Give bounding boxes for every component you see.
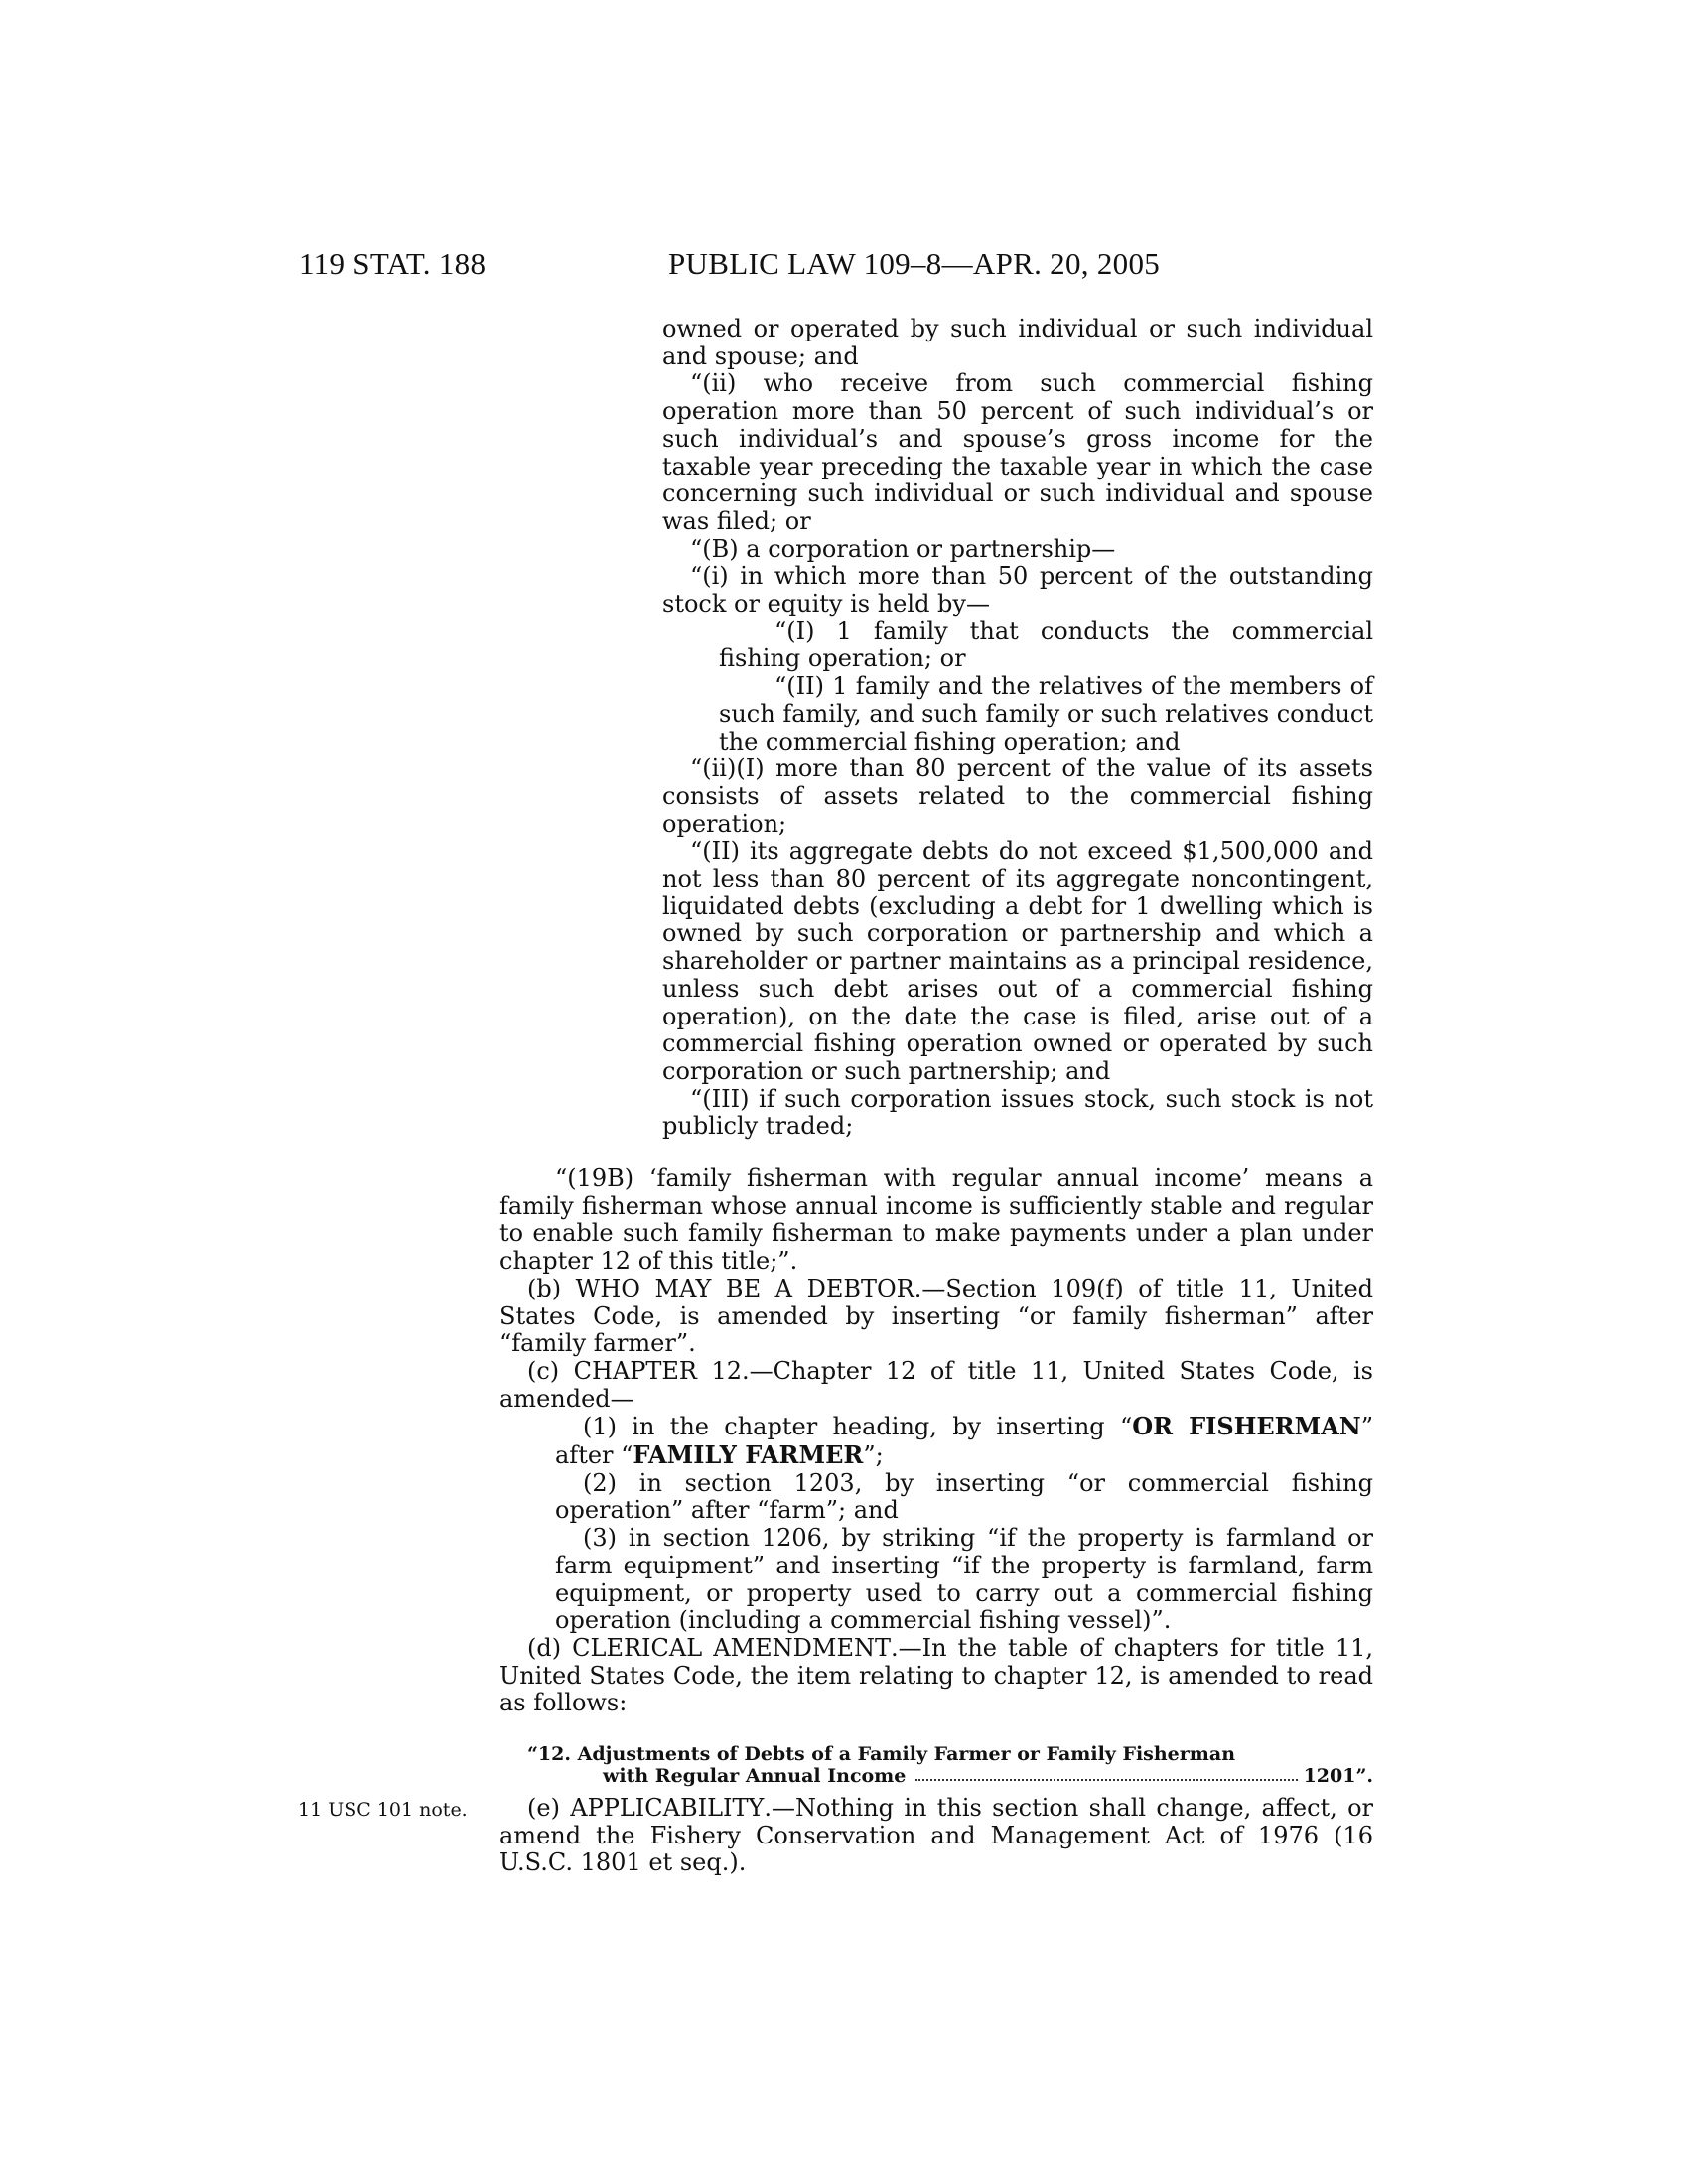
- margin-note: 11 USC 101 note.: [298, 1799, 468, 1821]
- paragraph: “(ii)(I) more than 80 percent of the value of its assets consists of assets related to the commercial fishing operation;: [662, 754, 1373, 838]
- paragraph-lead: (c) C: [527, 1356, 592, 1385]
- paragraph-lead: (b) W: [527, 1274, 601, 1302]
- toc-line-2-text: with Regular Annual Income: [603, 1765, 907, 1787]
- paragraph: [499, 1795, 1373, 1877]
- section-heading: HAPTER: [591, 1356, 697, 1385]
- paragraph-text: .—Nothing in this section shall change, affect, or amend the Fishery Conservation and Management Act of 1976 (16 U.S.C. 1801 et seq.).: [499, 1794, 1374, 1877]
- bold-text: FAMILY FARMER: [633, 1440, 864, 1470]
- applicability-block: [499, 1795, 1373, 1877]
- section-heading: PPLICABILITY: [587, 1794, 765, 1822]
- paragraph: “(ii) who receive from such commercial fishing operation more than 50 percent of such individual’s or such individual’s and spouse’s gross income for the taxable year preceding the taxable year in which the case concerning such individual or such individual and spouse was filed; or: [662, 369, 1373, 535]
- paragraph: [499, 1276, 1373, 1358]
- paragraph: “(B) a corporation or partnership—: [690, 534, 1116, 563]
- paragraph-text: ”;: [863, 1441, 884, 1470]
- paragraph-text: ” after “: [555, 1413, 1374, 1470]
- paragraph: owned or operated by such individual or such individual and spouse; and: [662, 315, 1373, 370]
- paragraph: “(I) 1 family that conducts the commercial fishing operation; or: [719, 616, 1373, 673]
- toc-page: 1201”.: [1303, 1765, 1373, 1787]
- paragraph: (2) in section 1203, by inserting “or commercial fishing operation” after “farm”; and: [555, 1468, 1373, 1525]
- leader-dots: [915, 1765, 1297, 1781]
- paragraph: [499, 1413, 1373, 1469]
- toc-line-2: [527, 1765, 1373, 1787]
- statute-page-number: 119 STAT. 188: [299, 246, 487, 281]
- paragraph: “(II) 1 family and the relatives of the members of such family, and such family or such relatives conduct the commercial fishing operation; and: [719, 672, 1373, 755]
- paragraph-lead: (e) A: [527, 1794, 588, 1822]
- paragraph: “(II) its aggregate debts do not exceed $1,500,000 and not less than 80 percent of its aggregate noncontingent, liquidated debts (excluding a debt for 1 dwelling which is owned by such corporation or partnership and which a shareholder or partner maintains as a principal residence, unless such debt arises out of a commercial fishing operation), on the date the case is filed, arise out of a commercial fishing operation owned or operated by such corporation or such partnership; and: [662, 837, 1373, 1085]
- running-header-title: PUBLIC LAW 109–8—APR. 20, 2005: [668, 246, 1161, 281]
- paragraph-text: .—Section 109(f) of title 11, United States Code, is amended by inserting “or family fisherman” after “family farmer”.: [499, 1274, 1374, 1358]
- toc-line-1: “12. Adjustments of Debts of a Family Farmer or Family Fisherman: [527, 1743, 1236, 1765]
- section-heading: LERICAL AMENDMENT: [590, 1633, 892, 1662]
- paragraph-text: .—In the table of chapters for title 11, United States Code, the item relating to chapter 12, is amended to read as follows:: [499, 1633, 1373, 1717]
- paragraph: [499, 1358, 1373, 1413]
- table-of-chapters-item: [527, 1743, 1373, 1787]
- paragraph: “(III) if such corporation issues stock, such stock is not publicly traded;: [662, 1084, 1373, 1141]
- paragraph: “(19B) ‘family fisherman with regular annual income’ means a family fisherman whose annual income is sufficiently stable and regular to enable such family fisherman to make payments under a plan under chapter 12 of this title;”.: [499, 1164, 1373, 1276]
- paragraph: [499, 1635, 1373, 1717]
- paragraph: (3) in section 1206, by striking “if the property is farmland or farm equipment” and inserting “if the property is farmland, farm equipment, or property used to carry out a commercial fishing operation (including a commercial fishing vessel)”.: [555, 1524, 1373, 1635]
- paragraph-text: (1) in the chapter heading, by inserting “: [583, 1413, 1133, 1441]
- paragraph-lead: (d) C: [527, 1633, 591, 1662]
- paragraph: “(i) in which more than 50 percent of the outstanding stock or equity is held by—: [662, 562, 1373, 618]
- paragraph-text: 12.—Chapter 12 of title 11, United States Code, is amended—: [499, 1356, 1373, 1413]
- section-heading: HO MAY BE A DEBTOR: [600, 1274, 914, 1302]
- main-text-column: [499, 316, 1373, 1141]
- lower-text-block: [499, 1165, 1373, 1717]
- bold-text: OR FISHERMAN: [1132, 1412, 1361, 1441]
